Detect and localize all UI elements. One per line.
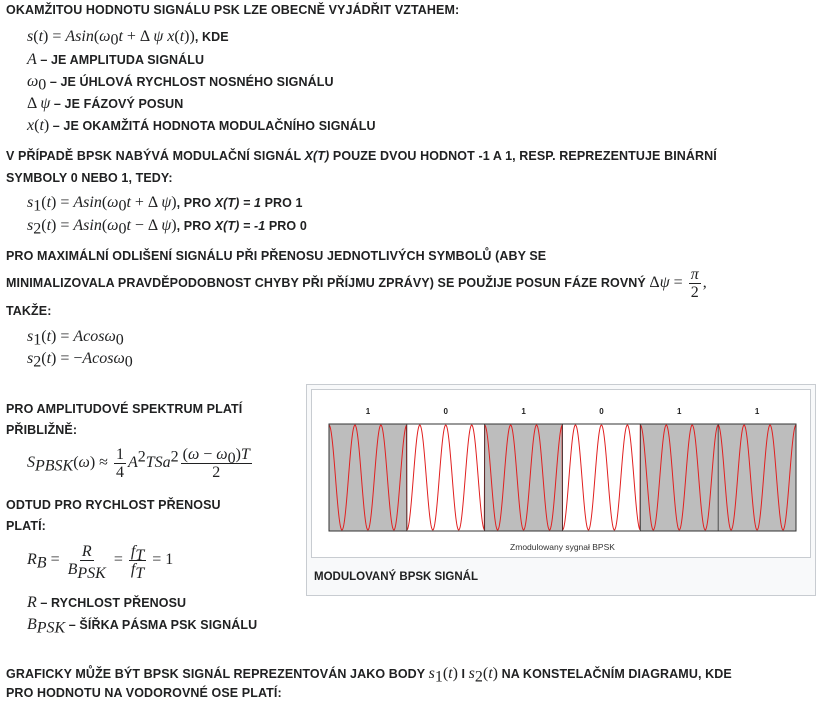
graf-line-2: PRO HODNOTU NA VODOROVNÉ OSE PLATÍ:: [6, 686, 282, 700]
bit-shade-4: [640, 424, 718, 531]
def-rate: R – RYCHLOST PŘENOSU: [27, 594, 187, 611]
s2-equation: $s_2(t) = Asin(\omega_0t - \Delta$ ψ), PRO X(T) = -1 PRO 0: [27, 217, 307, 238]
def-mod-signal: x(t) – JE OKAMŽITÁ HODNOTA MODULAČNÍHO SIGNÁLU: [27, 117, 376, 134]
bpsk-line-1: V PŘÍPADĚ BPSK NABÝVÁ MODULAČNÍ SIGNÁL X(T) POUZE DVOU HODNOT -1 A 1, RESP. REPREZENTUJE BINÁRNÍ: [6, 149, 717, 163]
amp-line-2: PŘIBLIŽNĚ:: [6, 423, 78, 437]
bit-label-3: 0: [599, 407, 604, 416]
bpsk-waveform-plot: [312, 390, 810, 557]
bit-label-5: 1: [754, 407, 760, 416]
psk-equation: $s(t) = Asin(\omega_0t + \Delta$ ψ x(t)), KDE: [27, 28, 229, 49]
rate-equation: $R_B$ = $\frac{R}{B_{PSK}}$ = $\frac{f_T}{f_T}$ = 1: [27, 543, 174, 583]
bit-label-1: 0: [443, 407, 448, 416]
def-amplitude: A – JE AMPLITUDA SIGNÁLU: [27, 51, 205, 68]
spectrum-equation: $S_{PBSK}(\omega)$ ≈ $\frac{1}{4}$ $A^2TSa^2$ $\frac{(\omega - \omega_0)T}{2}$: [27, 446, 250, 481]
graf-line-1: GRAFICKY MŮŽE BÝT BPSK SIGNÁL REPREZENTOVÁN JAKO BODY $s_1(t)$ I $s_2(t)$ NA KONSTELAČNÍM DIAGRAMU, KDE: [6, 665, 732, 686]
amp-line-1: PRO AMPLITUDOVÉ SPEKTRUM PLATÍ: [6, 402, 243, 416]
bpsk-plot-frame: [311, 389, 811, 558]
intro-line: OKAMŽITOU HODNOTU SIGNÁLU PSK LZE OBECNĚ VYJÁDŘIT VZTAHEM:: [6, 3, 460, 17]
plot-label: Zmodulowany sygnał BPSK: [510, 542, 615, 552]
def-phase-shift: Δ ψ – JE FÁZOVÝ POSUN: [27, 95, 184, 112]
figure-caption: MODULOVANÝ BPSK SIGNÁL: [314, 571, 478, 583]
max-line-1: PRO MAXIMÁLNÍ ODLIŠENÍ SIGNÁLU PŘI PŘENOSU JEDNOTLIVÝCH SYMBOLŮ (ABY SE: [6, 249, 547, 263]
bit-label-4: 1: [677, 407, 682, 416]
bit-label-2: 1: [521, 407, 526, 416]
bpsk-line-2: SYMBOLY 0 NEBO 1, TEDY:: [6, 171, 173, 185]
odtud-line-2: PLATÍ:: [6, 519, 46, 533]
s2-cos-equation: $s_2(t) = -Acos\omega_0$: [27, 350, 133, 371]
s1-cos-equation: $s_1(t) = Acos\omega_0$: [27, 328, 124, 349]
s1-equation: $s_1(t) = Asin(\omega_0t + \Delta$ ψ), PRO X(T) = 1 PRO 1: [27, 194, 303, 215]
bit-shade-0: [329, 424, 407, 531]
def-bandwidth: $B_{PSK}$ – ŠÍŘKA PÁSMA PSK SIGNÁLU: [27, 616, 258, 637]
bit-label-0: 1: [365, 407, 371, 416]
def-angular-speed: $\omega_0$ – JE ÚHLOVÁ RYCHLOST NOSNÉHO SIGNÁLU: [27, 73, 334, 94]
bit-shade-2: [485, 424, 563, 531]
odtud-line-1: ODTUD PRO RYCHLOST PŘENOSU: [6, 498, 221, 512]
takze-label: TAKŽE:: [6, 304, 52, 318]
bpsk-figure: [306, 384, 816, 596]
max-line-2: MINIMALIZOVALA PRAVDĚPODOBNOST CHYBY PŘI PŘÍJMU ZPRÁVY) SE POUŽIJE POSUN FÁZE ROVNÝ Δψ = $\frac{\pi}{2}$ ,: [6, 266, 707, 301]
bit-shade-5: [718, 424, 796, 531]
